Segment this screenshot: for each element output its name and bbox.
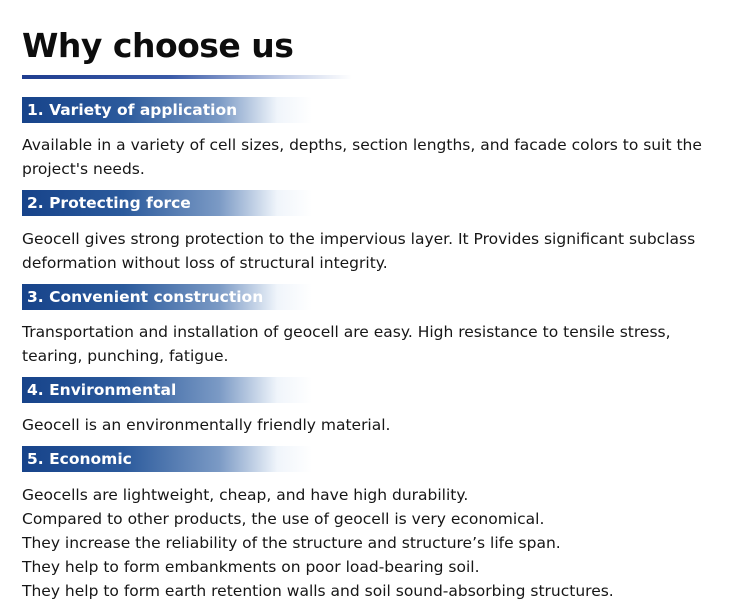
- section-heading-environmental: 4. Environmental: [22, 377, 312, 403]
- economic-line: Compared to other products, the use of geocell is very economical.: [22, 510, 545, 528]
- section-text-construction: Transportation and installation of geocell are easy. High resistance to tensile stress, tearing, punching, fatigue.: [22, 323, 671, 365]
- section-heading-variety: 1. Variety of application: [22, 97, 312, 123]
- section-heading-economic: 5. Economic: [22, 446, 312, 472]
- section-text-variety: Available in a variety of cell sizes, depths, section lengths, and facade colors to suit the project's needs.: [22, 136, 702, 178]
- economic-line: Geocells are lightweight, cheap, and have high durability.: [22, 486, 469, 504]
- section-text-environmental: Geocell is an environmentally friendly material.: [22, 416, 391, 434]
- section-text-protecting: Geocell gives strong protection to the impervious layer. It Provides significant subclass deformation without loss of structural integrity.: [22, 230, 696, 272]
- economic-line: They increase the reliability of the structure and structure’s life span.: [22, 534, 561, 552]
- section-heading-construction: 3. Convenient construction: [22, 284, 312, 310]
- section-list-economic: [22, 483, 732, 603]
- title-underline: [22, 75, 352, 79]
- section-heading-protecting: 2. Protecting force: [22, 190, 312, 216]
- economic-line: They help to form embankments on poor load-bearing soil.: [22, 558, 480, 576]
- page-title: Why choose us: [22, 26, 294, 65]
- economic-line: They help to form earth retention walls and soil sound-absorbing structures.: [22, 582, 614, 600]
